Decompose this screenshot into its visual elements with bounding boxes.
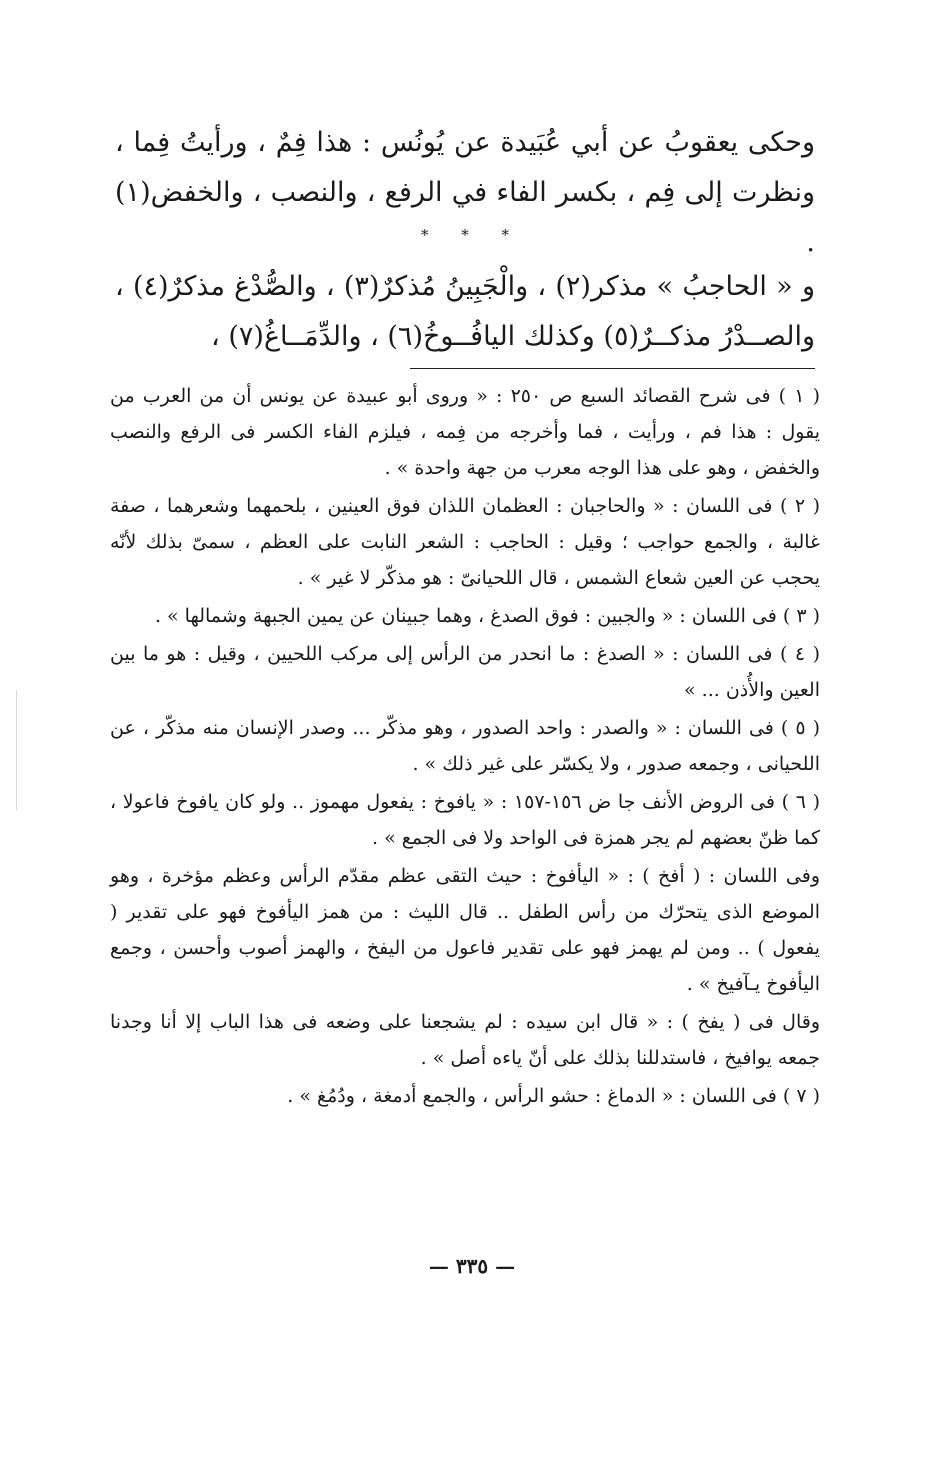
main-text bbox=[115, 118, 815, 268]
footnote-1: ( ١ ) فى شرح القصائد السبع ص ٢٥٠ : « وروى أبو عبيدة عن يونس أن من العرب من يقول : هذا فم ، ورأيت ، فما وأخرجه من فِمه ، فيلزم الفاء الكسر فى الرفع والنصب والخفض ، وهو على هذا الوجه معرب من جهة واحدة » . bbox=[110, 385, 821, 479]
paragraph-2: و « الحاجبُ » مذكر(٢) ، والْجَبِينُ مُذكرٌ(٣) ، والصُّدْغ مذكرٌ(٤) ، والصــدْرُ مذكــرٌ(٥) وكذلك اليافُــوخُ(٦) ، والدِّمَــاغُ(٧) ، bbox=[115, 271, 815, 352]
footnote-rule bbox=[410, 368, 815, 369]
footnote-6: ( ٦ ) فى الروض الأنف جا ض ١٥٦-١٥٧ : « يافوخ : يفعول مهموز .. ولو كان يافوخ فاعولا ، كما ظنّ بعضهم لم يجر همزة فى الواحد ولا فى الجمع » . bbox=[110, 791, 820, 849]
footnote-4: ( ٤ ) فى اللسان : « الصدغ : ما انحدر من الرأس إلى مركب اللحيين ، وقيل : هو ما بين العين والأُذن ... » bbox=[110, 643, 821, 701]
footnote-6-continued-afkh: وفى اللسان : ( أفخ ) : « اليأفوخ : حيث التقى عظم مقدّم الرأس وعظم مؤخرة ، وهو الموضع الذى يتحرّك من رأس الطفل .. قال الليث : من همز اليأفوخ فهو على تقدير ( يفعول ) .. ومن لم يهمز فهو على تقدير فاعول من اليفخ ، والهمز أصوب وأحسن ، وجمع اليأفوخ يـآفيخ » . bbox=[110, 865, 821, 995]
footnote-3: ( ٣ ) فى اللسان : « والجبين : فوق الصدغ ، وهما جبينان عن يمين الجبهة وشمالها » . bbox=[154, 605, 820, 627]
footnote-6-continued-yafkh: وقال فى ( يفخ ) : « قال ابن سيده : لم يشجعنا على وضعه فى هذا الباب إلا أنا وجدنا جمعه يوافيخ ، فاستدللنا بذلك على أنّ ياءه أصل » . bbox=[110, 1011, 820, 1069]
footnotes bbox=[110, 378, 820, 1116]
footnote-2: ( ٢ ) فى اللسان : « والحاجبان : العظمان اللذان فوق العينين ، بلحمهما وشعرهما ، صفة غالبة ، والجمع حواجب ؛ وقيل : الحاجب : الشعر النابت على العظم ، سمىّ بذلك لأنّه يحجب عن العين شعاع الشمس ، قال اللحيانىّ : هو مذكّر لا غير » . bbox=[110, 495, 820, 589]
paragraph-1: وحكى يعقوبُ عن أبي عُبَيدة عن يُونُس : هذا فِمٌ ، ورأيتُ فِما ، ونظرت إلى فِم ، بكسر الفاء في الرفع ، والنصب ، والخفض(١) . bbox=[115, 127, 815, 258]
footnote-7: ( ٧ ) فى اللسان : « الدماغ : حشو الرأس ، والجمع أدمغة ، ودُمُغ » . bbox=[287, 1085, 820, 1107]
section-separator: * * * bbox=[420, 226, 524, 244]
scan-margin-mark bbox=[16, 690, 17, 810]
footnote-5: ( ٥ ) فى اللسان : « والصدر : واحد الصدور ، وهو مذكّر ... وصدر الإنسان منه مذكّر ، عن اللحيانى ، وجمعه صدور ، ولا يكسّر على غير ذلك » . bbox=[110, 717, 820, 775]
main-text-continued bbox=[115, 262, 815, 362]
page-number: — ٣٣٥ — bbox=[428, 1254, 516, 1278]
